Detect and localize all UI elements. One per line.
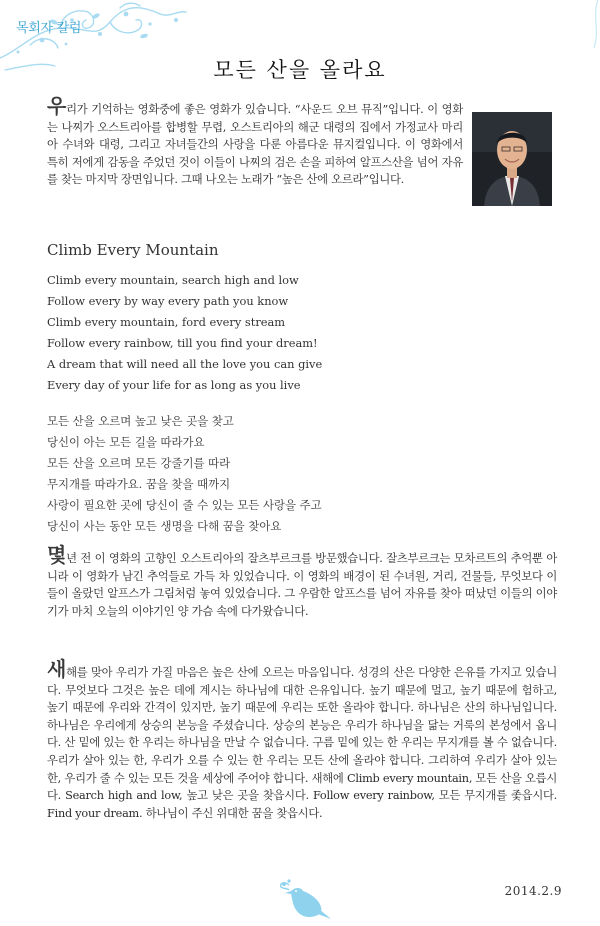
- portrait-graphic: [472, 112, 552, 206]
- lyric-line: A dream that will need all the love you can give: [47, 357, 323, 371]
- salzburg-paragraph-text: 년 전 이 영화의 고향인 오스트리아의 잘츠부르크를 방문했습니다. 잘츠부르크는 모차르트의 추억뿐 아니라 이 영화가 남긴 추억들로 가득 차 있었습니다. 이 영화의 배경이 된 수녀원, 거리, 건물들, 무엇보다 이들이 올랐던 알프스가 그림처럼 놓여 있었습니다. 그 우람한 알프스를 넘어 자유를 찾아 떠났던 이들의 이야기가 마치 오늘의 이야기인 양 가슴 속에 다가왔습니다.: [47, 552, 557, 618]
- lyric-line: 모든 산을 오르며 높고 낮은 곳을 찾고: [47, 414, 234, 428]
- lyric-line: 모든 산을 오르며 모든 강줄기를 따라: [47, 456, 231, 470]
- korean-lyrics: [47, 411, 322, 537]
- dropcap-letter: 우: [47, 94, 67, 118]
- lyric-line: Climb every mountain, ford every stream: [47, 315, 286, 329]
- intro-paragraph: [47, 94, 463, 189]
- dropcap-letter: 새: [47, 657, 67, 681]
- dropcap-letter: 몇: [47, 543, 67, 567]
- new-year-paragraph: [47, 657, 557, 822]
- edge-ornament: [590, 0, 600, 60]
- lyric-line: 사랑이 필요한 곳에 당신이 줄 수 있는 모든 사랑을 주고: [47, 498, 322, 512]
- lyric-line: Follow every by way every path you know: [47, 294, 289, 308]
- lyric-line: Every day of your life for as long as you live: [47, 378, 301, 392]
- intro-paragraph-text: 리가 기억하는 영화중에 좋은 영화가 있습니다. “사운드 오브 뮤직”입니다. 이 영화는 나찌가 오스트리아를 합병할 무렵, 오스트리아의 해군 대령의 집에서 가정교사 마리아 수녀와 대령, 그리고 자녀들간의 사랑을 다룬 아름다운 뮤지컬입니다. 이 영화에서 특히 저에게 감동을 주었던 것이 이들이 나찌의 검은 손을 피하여 알프스산을 넘어 자유를 찾는 마지막 장면입니다. 그때 나오는 노래가 “높은 산에 오르라”입니다.: [47, 103, 463, 187]
- lyric-line: 무지개를 따라가요. 꿈을 찾을 때까지: [47, 477, 231, 491]
- lyric-line: Follow every rainbow, till you find your dream!: [47, 336, 318, 350]
- publication-date: 2014.2.9: [504, 884, 562, 898]
- english-lyrics: [47, 270, 322, 396]
- page-title: 모든 산을 올라요: [213, 58, 387, 83]
- new-year-paragraph-text: 해를 맞아 우리가 가질 마음은 높은 산에 오르는 마음입니다. 성경의 산은 다양한 은유를 가지고 있습니다. 무엇보다 그것은 높은 데에 계시는 하나님에 대한 은유입니다. 높기 때문에 멀고, 높기 때문에 험하고, 높기 때문에 우리와 간격이 있지만, 높기 때문에 우리는 또한 올라야 합니다. 하나님은 산의 하나님입니다. 하나님은 우리에게 상승의 본능을 주셨습니다. 상승의 본능은 우리가 하나님을 닮는 거룩의 본성에서 옵니다. 산 밑에 있는 한 우리는 하나님을 만날 수 없습니다. 구름 밑에 있는 한 우리는 무지개를 볼 수 없습니다. 우리가 살아 있는 한, 우리가 오를 수 있는 한 우리는 모든 산에 올라야 합니다. 그리하여 우리가 살아 있는 한, 우리가 줄 수 있는 모든 것을 세상에 주어야 합니다. 새해에 Climb every mountain, 모든 산을 오릅시다. Search high and low, 높고 낮은 곳을 찾읍시다. Follow every rainbow, 모든 무지개를 좇읍시다. Find your dream. 하나님이 주신 위대한 꿈을 찾읍시다.: [47, 666, 557, 820]
- lyric-line: 당신이 사는 동안 모든 생명을 다해 꿈을 찾아요: [47, 519, 282, 533]
- pastor-portrait: [472, 112, 552, 206]
- lyric-line: Climb every mountain, search high and low: [47, 273, 299, 287]
- song-title: Climb Every Mountain: [47, 241, 219, 259]
- bird-icon: [275, 877, 335, 921]
- column-category-label: 목회자 칼럼: [16, 21, 82, 36]
- lyric-line: 당신이 아는 모든 길을 따라가요: [47, 435, 205, 449]
- salzburg-paragraph: [47, 543, 557, 620]
